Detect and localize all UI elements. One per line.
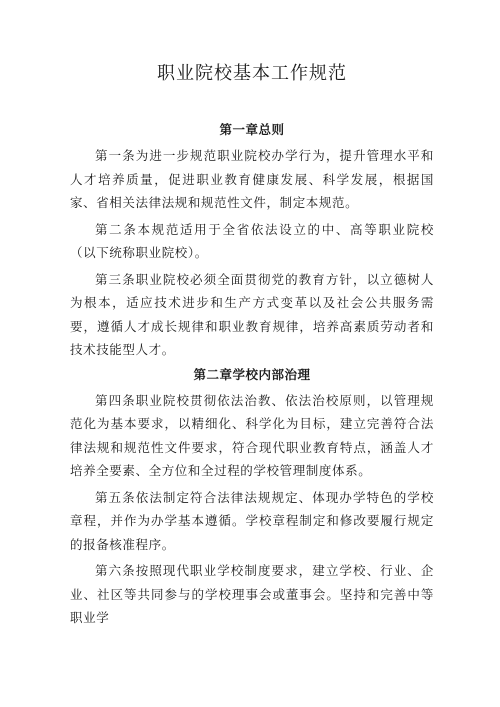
chapter-2 <box>70 365 434 630</box>
article-5: 第五条依法制定符合法律法规规定、体现办学特色的学校章程，并作为办学基本遵循。学校章程制定和修改要履行规定的报备核准程序。 <box>70 489 434 552</box>
chapter-heading: 第一章总则 <box>219 122 285 137</box>
article-4: 第四条职业院校贯彻依法治教、依法治校原则，以管理规范化为基本要求，以精细化、科学化为目标，建立完善符合法律法规和规范性文件要求，符合现代职业教育特点，涵盖人才培养全要素、全方位和全过程的学校管理制度体系。 <box>70 392 434 478</box>
article-2: 第二条本规范适用于全省依法设立的中、高等职业院校（以下统称职业院校）。 <box>70 221 434 260</box>
article-3: 第三条职业院校必须全面贯彻党的教育方针，以立德树人为根本，适应技术进步和生产方式变革以及社会公共服务需要，遵循人才成长规律和职业教育规律，培养高素质劳动者和技术技能型人才。 <box>70 271 434 357</box>
document-title: 职业院校基本工作规范 <box>157 63 347 84</box>
chapter-1 <box>70 120 434 362</box>
article-1: 第一条为进一步规范职业院校办学行为，提升管理水平和人才培养质量，促进职业教育健康发展、科学发展，根据国家、省相关法律法规和规范性文件，制定本规范。 <box>70 148 434 210</box>
chapter-heading: 第二章学校内部治理 <box>193 366 311 382</box>
article-6: 第六条按照现代职业学校制度要求，建立学校、行业、企业、社区等共同参与的学校理事会或董事会。坚持和完善中等职业学 <box>70 563 434 625</box>
